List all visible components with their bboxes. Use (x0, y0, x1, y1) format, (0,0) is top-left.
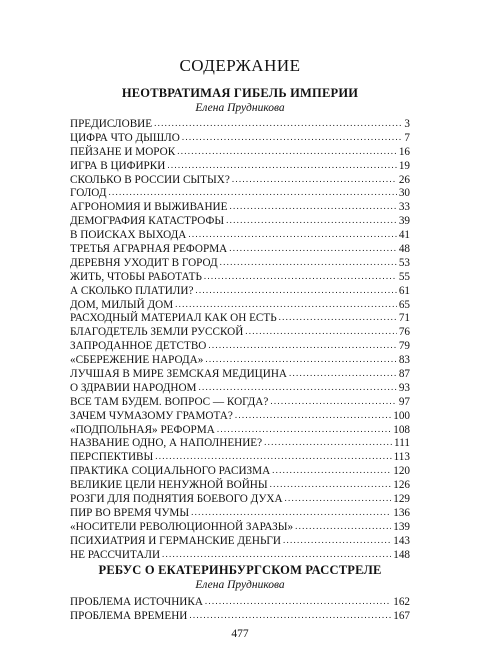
toc-entry-title: ДЕРЕВНЯ УХОДИТ В ГОРОД (70, 256, 218, 269)
page-number: 477 (231, 628, 249, 640)
dot-leader (154, 117, 402, 131)
toc-entry-title: «ПОДПОЛЬНАЯ» РЕФОРМА (70, 423, 215, 436)
toc-entry (70, 410, 410, 424)
dot-leader (195, 284, 396, 298)
toc-entry-title: ТРЕТЬЯ АГРАРНАЯ РЕФОРМА (70, 243, 228, 256)
toc-entry (70, 299, 410, 313)
toc-entry-title: А СКОЛЬКО ПЛАТИЛИ? (70, 284, 194, 297)
toc-entry-title: ЗАПРОДАННОЕ ДЕТСТВО (70, 340, 207, 353)
toc-entry-page: 136 (393, 506, 410, 519)
toc-entry (70, 326, 410, 340)
toc-entry-title: БЛАГОДЕТЕЛЬ ЗЕМЛИ РУССКОЙ (70, 326, 244, 339)
dot-leader (279, 311, 397, 325)
toc-entry-title: ЛУЧШАЯ В МИРЕ ЗЕМСКАЯ МЕДИЦИНА (70, 368, 287, 381)
toc-entry (70, 451, 410, 465)
toc-entry-title: ИГРА В ЦИФИРКИ (70, 159, 166, 172)
toc-entry-title: РАСХОДНЫЙ МАТЕРИАЛ КАК ОН ЕСТЬ (70, 312, 277, 325)
toc-entry (70, 229, 410, 243)
dot-leader (270, 478, 392, 492)
toc-entry-page: 108 (393, 423, 410, 436)
dot-leader (182, 131, 403, 145)
toc-entry-title: АГРОНОМИЯ И ВЫЖИВАНИЕ (70, 201, 228, 214)
toc-entry (70, 609, 410, 623)
toc-entry (70, 396, 410, 410)
toc-entry-page: 3 (404, 118, 410, 130)
toc-entry (70, 465, 410, 479)
dot-leader (217, 423, 391, 437)
toc-entry-page: 93 (398, 381, 410, 394)
dot-leader (245, 325, 397, 339)
section-author: Елена Прудникова (195, 102, 285, 114)
toc-entry-page: 7 (404, 131, 410, 144)
dot-leader (295, 520, 391, 534)
toc-entry (70, 146, 410, 160)
section-header-1 (0, 86, 480, 115)
toc-entry-page: 30 (398, 187, 410, 200)
toc-entry-title: ЦИФРА ЧТО ДЫШЛО (70, 131, 180, 144)
toc-entry (70, 257, 410, 271)
dot-leader (175, 298, 397, 312)
toc-entry-title: ПЕРСПЕКТИВЫ (70, 451, 154, 464)
toc-entry-title: ПЕЙЗАНЕ И МОРОК (70, 145, 176, 158)
toc-entry (70, 549, 410, 563)
toc-entry-page: 113 (393, 451, 410, 464)
toc-entry (70, 595, 410, 609)
toc-entry-page: 139 (393, 520, 410, 533)
section-title: РЕБУС О ЕКАТЕРИНБУРГСКОМ РАССТРЕЛЕ (98, 563, 382, 577)
toc-entry-page: 65 (398, 298, 410, 311)
toc-entry-title: ПРАКТИКА СОЦИАЛЬНОГО РАСИЗМА (70, 465, 271, 478)
toc-entry-page: 79 (398, 340, 410, 353)
toc-entry (70, 424, 410, 438)
toc-entry-page: 39 (398, 215, 410, 228)
toc-entry-page: 120 (393, 465, 410, 478)
section-title: НЕОТВРАТИМАЯ ГИБЕЛЬ ИМПЕРИИ (121, 86, 359, 100)
toc-entry-page: 19 (398, 159, 410, 172)
toc-entry-page: 162 (393, 596, 410, 608)
toc-list-2 (70, 595, 410, 623)
toc-entry-page: 16 (398, 145, 410, 158)
toc-entry-page: 87 (398, 368, 410, 381)
toc-entry-page: 71 (398, 312, 410, 325)
dot-leader (283, 534, 391, 548)
toc-entry-title: ПРОБЛЕМА ВРЕМЕНИ (70, 610, 188, 622)
toc-entry-title: ЖИТЬ, ЧТОБЫ РАБОТАТЬ (70, 270, 202, 283)
toc-entry (70, 382, 410, 396)
toc-entry (70, 132, 410, 146)
section-header-2 (0, 563, 480, 592)
dot-leader (232, 173, 397, 187)
toc-entry (70, 437, 410, 451)
toc-entry (70, 201, 410, 215)
dot-leader (189, 608, 391, 622)
toc-entry-title: НАЗВАНИЕ ОДНО, А НАПОЛНЕНИЕ? (70, 437, 263, 450)
toc-entry-title: НЕ РАССЧИТАЛИ (70, 548, 161, 561)
toc-entry (70, 479, 410, 493)
toc-entry-page: 53 (398, 256, 410, 269)
toc-entry-page: 167 (393, 610, 410, 622)
dot-leader (289, 367, 397, 381)
dot-leader (235, 409, 391, 423)
toc-entry (70, 493, 410, 507)
toc-entry (70, 118, 410, 132)
dot-leader (191, 506, 391, 520)
toc-entry-title: В ПОИСКАХ ВЫХОДА (70, 229, 187, 242)
dot-leader (205, 353, 396, 367)
dot-leader (162, 548, 391, 562)
toc-entry-title: ПИР ВО ВРЕМЯ ЧУМЫ (70, 506, 190, 519)
toc-entry-page: 33 (398, 201, 410, 214)
dot-leader (285, 492, 392, 506)
toc-entry-title: ДЕМОГРАФИЯ КАТАСТРОФЫ (70, 215, 225, 228)
dot-leader (167, 159, 397, 173)
toc-entry-title: СКОЛЬКО В РОССИИ СЫТЫХ? (70, 173, 230, 186)
toc-entry-title: ВСЕ ТАМ БУДЕМ. ВОПРОС — КОГДА? (70, 395, 269, 408)
dot-leader (205, 594, 391, 608)
toc-entry (70, 271, 410, 285)
section-author: Елена Прудникова (195, 579, 285, 591)
toc-entry (70, 535, 410, 549)
toc-entry-title: ЗАЧЕМ ЧУМАЗОМУ ГРАМОТА? (70, 409, 233, 422)
toc-entry-title: О ЗДРАВИИ НАРОДНОМ (70, 381, 197, 394)
toc-entry-page: 143 (393, 534, 410, 547)
dot-leader (229, 200, 396, 214)
toc-entry-title: ПСИХИАТРИЯ И ГЕРМАНСКИЕ ДЕНЬГИ (70, 534, 281, 547)
toc-entry-title: ПРОБЛЕМА ИСТОЧНИКА (70, 596, 203, 608)
toc-entry-page: 100 (393, 409, 410, 422)
toc-entry-page: 111 (394, 437, 410, 450)
dot-leader (188, 228, 396, 242)
dot-leader (226, 214, 397, 228)
toc-entry-title: РОЗГИ ДЛЯ ПОДНЯТИЯ БОЕВОГО ДУХА (70, 493, 283, 506)
toc-entry (70, 243, 410, 257)
toc-entry-title: ГОЛОД (70, 187, 107, 200)
dot-leader (229, 242, 397, 256)
dot-leader (155, 450, 391, 464)
toc-entry (70, 521, 410, 535)
dot-leader (220, 256, 397, 270)
toc-entry (70, 312, 410, 326)
toc-entry-page: 126 (393, 479, 410, 492)
toc-entry-page: 148 (393, 548, 410, 561)
toc-entry (70, 368, 410, 382)
dot-leader (264, 436, 392, 450)
toc-entry-page: 97 (398, 395, 410, 408)
toc-entry (70, 285, 410, 299)
page-title: СОДЕРЖАНИЕ (179, 56, 301, 75)
toc-entry-title: ДОМ, МИЛЫЙ ДОМ (70, 298, 174, 311)
toc-entry (70, 215, 410, 229)
toc-entry (70, 340, 410, 354)
toc-entry-page: 26 (398, 173, 410, 186)
dot-leader (208, 339, 396, 353)
toc-entry-page: 83 (398, 354, 410, 367)
toc-entry (70, 160, 410, 174)
dot-leader (270, 395, 396, 409)
toc-entry (70, 187, 410, 201)
toc-entry-page: 61 (398, 284, 410, 297)
toc-entry-page: 129 (393, 493, 410, 506)
toc-entry-page: 41 (398, 229, 410, 242)
toc-entry-title: «СБЕРЕЖЕНИЕ НАРОДА» (70, 354, 204, 367)
toc-entry (70, 354, 410, 368)
dot-leader (204, 270, 397, 284)
toc-entry-title: ВЕЛИКИЕ ЦЕЛИ НЕНУЖНОЙ ВОЙНЫ (70, 479, 268, 492)
dot-leader (272, 464, 391, 478)
toc-list-1 (70, 118, 410, 563)
dot-leader (177, 145, 397, 159)
toc-entry-page: 48 (398, 243, 410, 256)
toc-entry-title: ПРЕДИСЛОВИЕ (70, 118, 153, 130)
toc-entry-page: 55 (398, 270, 410, 283)
toc-entry-title: «НОСИТЕЛИ РЕВОЛЮЦИОННОЙ ЗАРАЗЫ» (70, 520, 294, 533)
dot-leader (108, 186, 396, 200)
toc-entry (70, 174, 410, 188)
dot-leader (199, 381, 397, 395)
toc-entry-page: 76 (398, 326, 410, 339)
toc-entry (70, 507, 410, 521)
